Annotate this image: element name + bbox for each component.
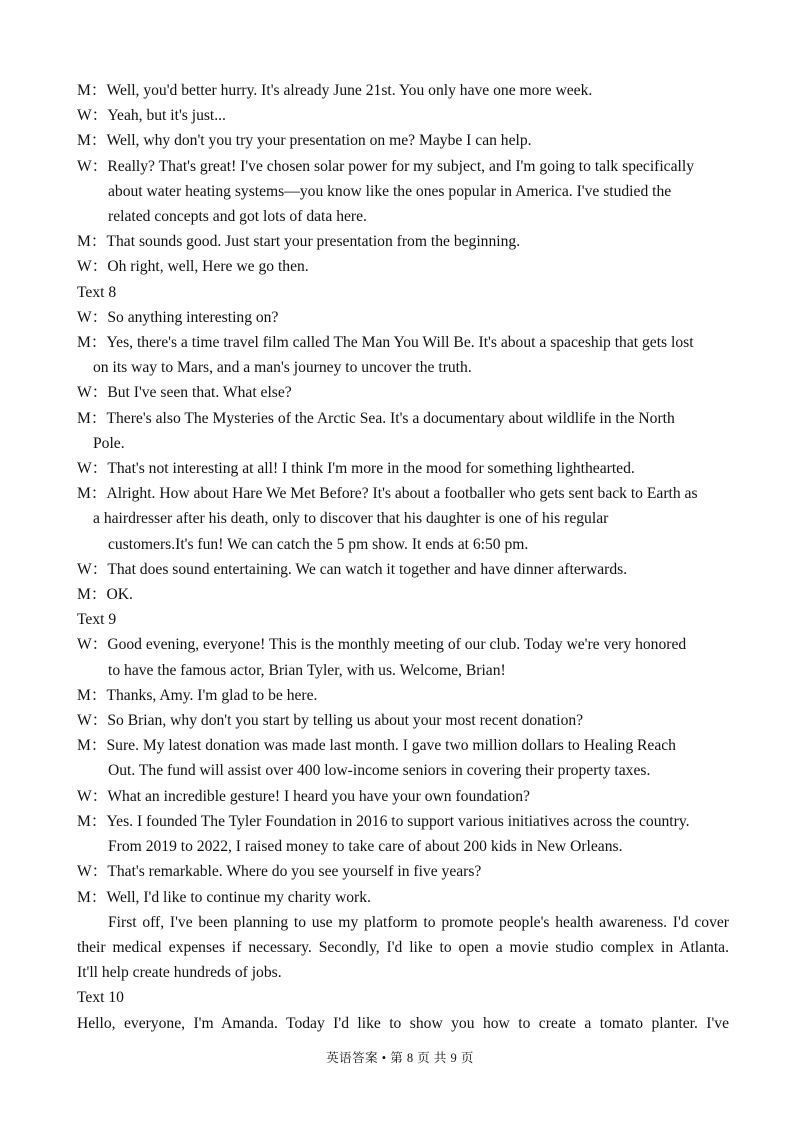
dialogue-text: Alright. How about Hare We Met Before? It's about a footballer who gets sent back to Earth as bbox=[106, 485, 698, 503]
speaker-label: W bbox=[77, 258, 92, 276]
speaker-colon: ： bbox=[90, 409, 107, 427]
speaker-colon: ： bbox=[91, 712, 108, 730]
dialogue-text: Oh right, well, Here we go then. bbox=[107, 258, 309, 276]
dialogue-continuation: Out. The fund will assist over 400 low-income seniors in covering their property taxes. bbox=[108, 762, 651, 780]
dialogue-line bbox=[77, 859, 729, 884]
speaker-label: M bbox=[77, 485, 91, 503]
speaker-label: M bbox=[77, 812, 91, 830]
speaker-colon: ： bbox=[90, 737, 107, 755]
dialogue-text: Yeah, but it's just... bbox=[107, 107, 226, 125]
speaker-colon: ： bbox=[91, 308, 108, 326]
paragraph-line: their medical expenses if necessary. Secondly, I'd like to open a movie studio complex in Atlanta. bbox=[77, 938, 729, 956]
dialogue-line bbox=[77, 330, 729, 355]
dialogue-line bbox=[77, 481, 729, 506]
speaker-label: M bbox=[77, 409, 91, 427]
dialogue-continuation: Pole. bbox=[93, 434, 125, 452]
speaker-colon: ： bbox=[91, 107, 108, 125]
paragraph-line: First off, I've been planning to use my platform to promote people's health awareness. I'd cover bbox=[108, 913, 729, 931]
section-heading: Text 8 bbox=[77, 283, 117, 301]
speaker-colon: ： bbox=[90, 888, 107, 906]
dialogue-text: Well, I'd like to continue my charity work. bbox=[106, 888, 371, 906]
speaker-label: M bbox=[77, 334, 91, 352]
speaker-label: W bbox=[77, 636, 92, 654]
dialogue-line bbox=[77, 254, 729, 279]
dialogue-line bbox=[77, 305, 729, 330]
speaker-label: M bbox=[77, 82, 91, 99]
dialogue-line bbox=[77, 632, 729, 657]
speaker-label: W bbox=[77, 157, 92, 175]
dialogue-continuation: customers.It's fun! We can catch the 5 pm show. It ends at 6:50 pm. bbox=[108, 535, 529, 553]
dialogue-text: That's not interesting at all! I think I'm more in the mood for something lighthearted. bbox=[107, 460, 635, 478]
speaker-colon: ： bbox=[91, 636, 108, 654]
speaker-colon: ： bbox=[91, 157, 108, 175]
dialogue-text: Well, why don't you try your presentation on me? Maybe I can help. bbox=[106, 132, 532, 150]
speaker-label: W bbox=[77, 712, 92, 730]
paragraph-line: Hello, everyone, I'm Amanda. Today I'd like to show you how to create a tomato planter. I've bbox=[77, 1014, 729, 1032]
dialogue-continuation: to have the famous actor, Brian Tyler, with us. Welcome, Brian! bbox=[108, 661, 506, 679]
dialogue-line bbox=[77, 406, 729, 431]
speaker-label: M bbox=[77, 888, 91, 906]
speaker-colon: ： bbox=[90, 132, 107, 150]
dialogue-continuation: about water heating systems—you know like the ones popular in America. I've studied the bbox=[108, 182, 672, 200]
dialogue-line bbox=[77, 708, 729, 733]
dialogue-line bbox=[77, 582, 729, 607]
dialogue-text: Well, you'd better hurry. It's already June 21st. You only have one more week. bbox=[106, 82, 593, 99]
dialogue-text: But I've seen that. What else? bbox=[107, 384, 292, 402]
dialogue-line bbox=[77, 128, 729, 153]
speaker-colon: ： bbox=[91, 460, 108, 478]
speaker-label: W bbox=[77, 460, 92, 478]
speaker-colon: ： bbox=[90, 586, 107, 604]
speaker-colon: ： bbox=[90, 334, 107, 352]
paragraph-line: It'll help create hundreds of jobs. bbox=[77, 964, 282, 982]
dialogue-line bbox=[77, 229, 729, 254]
speaker-label: W bbox=[77, 308, 92, 326]
speaker-colon: ： bbox=[90, 812, 107, 830]
dialogue-text: Yes, there's a time travel film called The Man You Will Be. It's about a spaceship that gets lost bbox=[106, 334, 694, 352]
speaker-label: M bbox=[77, 686, 91, 704]
transcript-body bbox=[77, 78, 729, 1036]
dialogue-continuation: From 2019 to 2022, I raised money to take care of about 200 kids in New Orleans. bbox=[108, 838, 623, 856]
dialogue-text: That sounds good. Just start your presentation from the beginning. bbox=[106, 233, 521, 251]
dialogue-text: Yes. I founded The Tyler Foundation in 2016 to support various initiatives across the country. bbox=[106, 812, 690, 830]
speaker-colon: ： bbox=[90, 485, 107, 503]
dialogue-line bbox=[77, 885, 729, 910]
dialogue-continuation: related concepts and got lots of data here. bbox=[108, 208, 367, 226]
speaker-colon: ： bbox=[90, 686, 107, 704]
dialogue-line bbox=[77, 557, 729, 582]
speaker-label: M bbox=[77, 132, 91, 150]
dialogue-text: Sure. My latest donation was made last month. I gave two million dollars to Healing Reach bbox=[106, 737, 676, 755]
dialogue-line bbox=[77, 78, 729, 103]
dialogue-text: Good evening, everyone! This is the monthly meeting of our club. Today we're very honored bbox=[107, 636, 687, 654]
dialogue-text: OK. bbox=[106, 586, 133, 604]
speaker-colon: ： bbox=[91, 258, 108, 276]
dialogue-line bbox=[77, 809, 729, 834]
speaker-colon: ： bbox=[91, 863, 108, 881]
dialogue-line bbox=[77, 784, 729, 809]
speaker-label: M bbox=[77, 737, 91, 755]
dialogue-text: That's remarkable. Where do you see yourself in five years? bbox=[107, 863, 482, 881]
dialogue-text: There's also The Mysteries of the Arctic Sea. It's a documentary about wildlife in the North bbox=[106, 409, 675, 427]
dialogue-continuation: a hairdresser after his death, only to discover that his daughter is one of his regular bbox=[93, 510, 609, 528]
dialogue-line bbox=[77, 103, 729, 128]
section-heading: Text 10 bbox=[77, 989, 124, 1007]
speaker-label: M bbox=[77, 233, 91, 251]
dialogue-text: So Brian, why don't you start by telling us about your most recent donation? bbox=[107, 712, 584, 730]
dialogue-line bbox=[77, 683, 729, 708]
dialogue-line bbox=[77, 733, 729, 758]
dialogue-text: What an incredible gesture! I heard you have your own foundation? bbox=[107, 787, 530, 805]
dialogue-text: Really? That's great! I've chosen solar power for my subject, and I'm going to talk specifically bbox=[107, 157, 694, 175]
speaker-label: M bbox=[77, 586, 91, 604]
speaker-label: W bbox=[77, 787, 92, 805]
speaker-colon: ： bbox=[90, 233, 107, 251]
page-footer: 英语答案 • 第 8 页 共 9 页 bbox=[326, 1051, 474, 1065]
speaker-colon: ： bbox=[91, 384, 108, 402]
speaker-colon: ： bbox=[91, 787, 108, 805]
dialogue-line bbox=[77, 380, 729, 405]
speaker-label: W bbox=[77, 560, 92, 578]
dialogue-text: That does sound entertaining. We can watch it together and have dinner afterwards. bbox=[107, 560, 628, 578]
speaker-label: W bbox=[77, 863, 92, 881]
speaker-label: W bbox=[77, 107, 92, 125]
dialogue-line bbox=[77, 154, 729, 179]
speaker-colon: ： bbox=[91, 560, 108, 578]
dialogue-continuation: on its way to Mars, and a man's journey to uncover the truth. bbox=[93, 359, 472, 377]
dialogue-text: Thanks, Amy. I'm glad to be here. bbox=[106, 686, 318, 704]
section-heading: Text 9 bbox=[77, 611, 117, 629]
dialogue-text: So anything interesting on? bbox=[107, 308, 279, 326]
dialogue-line bbox=[77, 456, 729, 481]
speaker-label: W bbox=[77, 384, 92, 402]
speaker-colon: ： bbox=[90, 82, 107, 99]
